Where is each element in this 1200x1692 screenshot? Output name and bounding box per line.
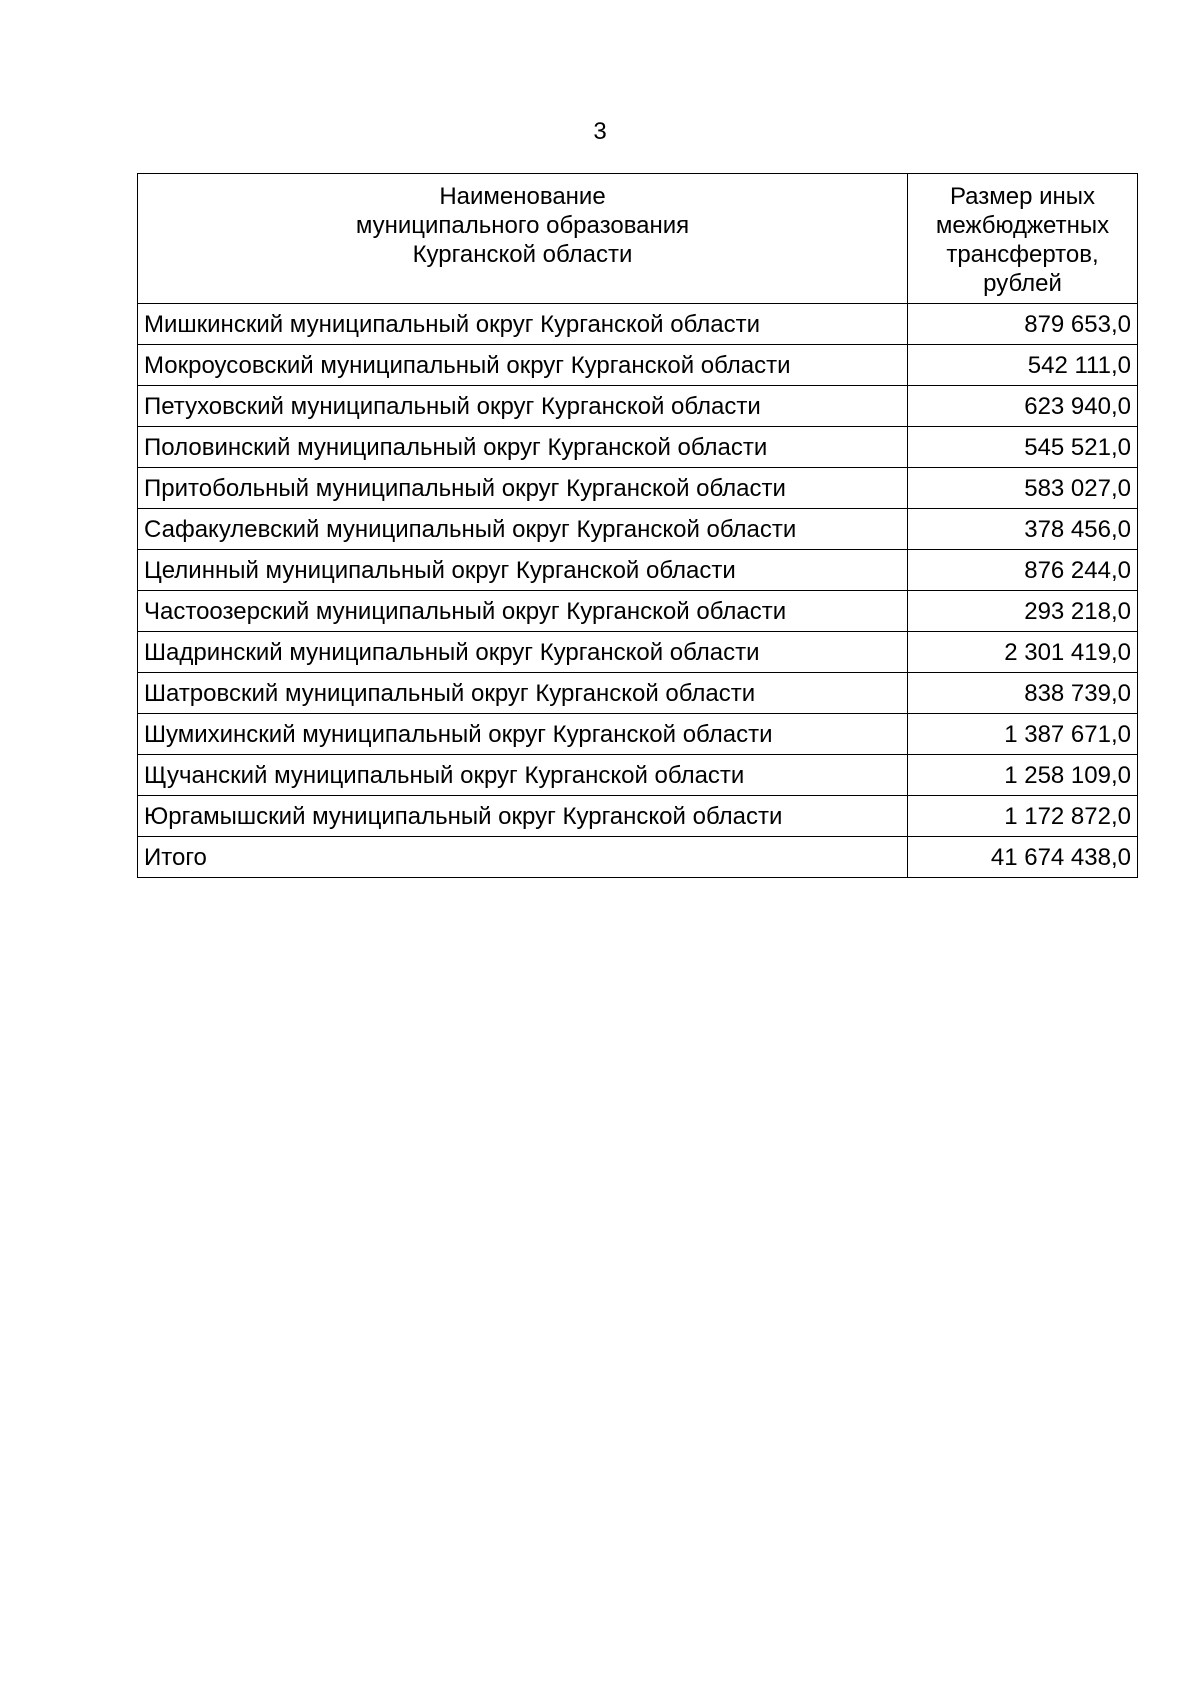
header-value-column: [908, 174, 1138, 304]
table-row: [138, 427, 1138, 468]
transfers-table: [137, 173, 1138, 878]
table-row: [138, 509, 1138, 550]
row-name: Шумихинский муниципальный округ Курганской области: [138, 714, 908, 755]
table-header-row: [138, 174, 1138, 304]
row-name: Притобольный муниципальный округ Курганской области: [138, 468, 908, 509]
row-value: 1 258 109,0: [908, 755, 1138, 796]
header-value-line: межбюджетных: [935, 212, 1110, 239]
table-row: [138, 345, 1138, 386]
table-row: [138, 468, 1138, 509]
row-value: 879 653,0: [908, 304, 1138, 345]
header-name-column: [138, 174, 908, 304]
header-name-line: Курганской области: [412, 241, 633, 268]
row-value: 293 218,0: [908, 591, 1138, 632]
row-value: 545 521,0: [908, 427, 1138, 468]
table-row: [138, 591, 1138, 632]
header-name-line: муниципального образования: [355, 212, 690, 239]
row-name: Петуховский муниципальный округ Курганской области: [138, 386, 908, 427]
total-label: Итого: [138, 837, 908, 878]
row-value: 1 387 671,0: [908, 714, 1138, 755]
row-value: 838 739,0: [908, 673, 1138, 714]
row-name: Сафакулевский муниципальный округ Курганской области: [138, 509, 908, 550]
row-value: 2 301 419,0: [908, 632, 1138, 673]
row-name: Мокроусовский муниципальный округ Курганской области: [138, 345, 908, 386]
header-value-line: Размер иных: [949, 183, 1096, 210]
table-row: [138, 714, 1138, 755]
row-value: 1 172 872,0: [908, 796, 1138, 837]
row-value: 378 456,0: [908, 509, 1138, 550]
row-name: Мишкинский муниципальный округ Курганской области: [138, 304, 908, 345]
row-name: Шатровский муниципальный округ Курганской области: [138, 673, 908, 714]
header-value-line: трансфертов,: [946, 241, 1099, 268]
row-name: Целинный муниципальный округ Курганской области: [138, 550, 908, 591]
row-value: 623 940,0: [908, 386, 1138, 427]
row-name: Щучанский муниципальный округ Курганской области: [138, 755, 908, 796]
row-name: Шадринский муниципальный округ Курганской области: [138, 632, 908, 673]
table-row: [138, 386, 1138, 427]
table-row: [138, 796, 1138, 837]
table-row: [138, 550, 1138, 591]
row-name: Половинский муниципальный округ Курганской области: [138, 427, 908, 468]
table-row: [138, 755, 1138, 796]
table-row: [138, 673, 1138, 714]
table-row: [138, 632, 1138, 673]
header-name-line: Наименование: [439, 183, 606, 210]
row-name: Юргамышский муниципальный округ Курганской области: [138, 796, 908, 837]
table-row: [138, 304, 1138, 345]
row-value: 583 027,0: [908, 468, 1138, 509]
row-value: 542 111,0: [908, 345, 1138, 386]
row-name: Частоозерский муниципальный округ Курганской области: [138, 591, 908, 632]
total-value: 41 674 438,0: [908, 837, 1138, 878]
page-number: 3: [593, 118, 607, 145]
header-value-line: рублей: [983, 270, 1062, 297]
row-value: 876 244,0: [908, 550, 1138, 591]
total-row: [138, 837, 1138, 878]
